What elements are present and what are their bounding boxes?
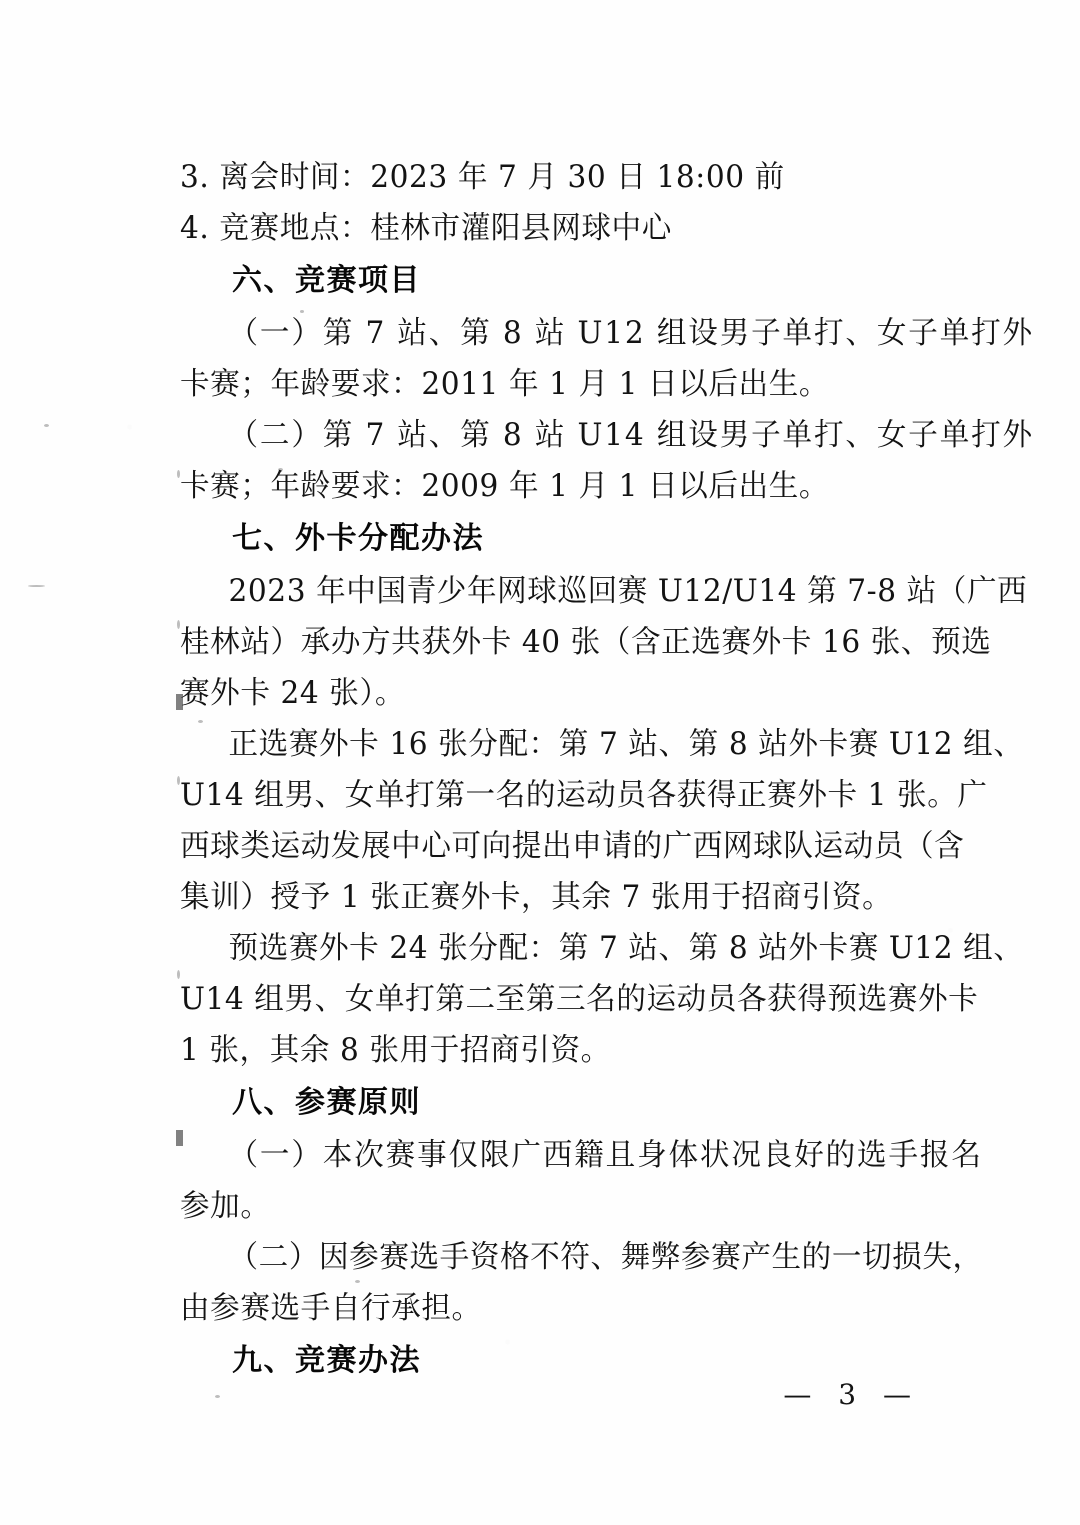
section-heading-six: 六、竞赛项目 (232, 263, 421, 298)
text-line: （一）第 7 站、第 8 站 U12 组设男子单打、女子单打外 (228, 316, 1034, 351)
section-heading-eight: 八、参赛原则 (232, 1085, 421, 1120)
document-text-body (180, 152, 1034, 1388)
text-line: 卡赛；年龄要求：2011 年 1 月 1 日以后出生。 (180, 367, 830, 402)
text-line: 赛外卡 24 张）。 (180, 676, 405, 711)
section-heading-nine: 九、竞赛办法 (232, 1343, 421, 1378)
scan-speck (44, 424, 49, 427)
scan-speck (28, 585, 45, 587)
text-line: U14 组男、女单打第二至第三名的运动员各获得预选赛外卡 (180, 982, 979, 1017)
text-line: 1 张，其余 8 张用于招商引资。 (180, 1033, 611, 1068)
text-line: 预选赛外卡 24 张分配：第 7 站、第 8 站外卡赛 U12 组、 (228, 931, 1024, 966)
section-heading-seven: 七、外卡分配办法 (232, 521, 484, 556)
text-line: 西球类运动发展中心可向提出申请的广西网球队运动员（含 (180, 829, 965, 864)
text-line: 由参赛选手自行承担。 (180, 1291, 482, 1326)
text-line: 参加。 (180, 1189, 271, 1224)
text-line: （二）因参赛选手资格不符、舞弊参赛产生的一切损失， (228, 1240, 983, 1275)
page-number: — 3 — (783, 1378, 920, 1411)
text-line: 3. 离会时间：2023 年 7 月 30 日 18:00 前 (180, 160, 785, 195)
text-line: 2023 年中国青少年网球巡回赛 U12/U14 第 7-8 站（广西 (228, 574, 1028, 609)
text-line: 4. 竞赛地点：桂林市灌阳县网球中心 (180, 211, 672, 246)
text-line: （二）第 7 站、第 8 站 U14 组设男子单打、女子单打外 (228, 418, 1034, 453)
text-line: 卡赛；年龄要求：2009 年 1 月 1 日以后出生。 (180, 469, 830, 504)
text-line: （一）本次赛事仅限广西籍且身体状况良好的选手报名 (228, 1138, 983, 1173)
text-line: U14 组男、女单打第一名的运动员各获得正赛外卡 1 张。广 (180, 778, 988, 813)
text-line: 正选赛外卡 16 张分配：第 7 站、第 8 站外卡赛 U12 组、 (228, 727, 1024, 762)
text-line: 集训）授予 1 张正赛外卡，其余 7 张用于招商引资。 (180, 880, 893, 915)
text-line: 桂林站）承办方共获外卡 40 张（含正选赛外卡 16 张、预选 (180, 625, 992, 660)
